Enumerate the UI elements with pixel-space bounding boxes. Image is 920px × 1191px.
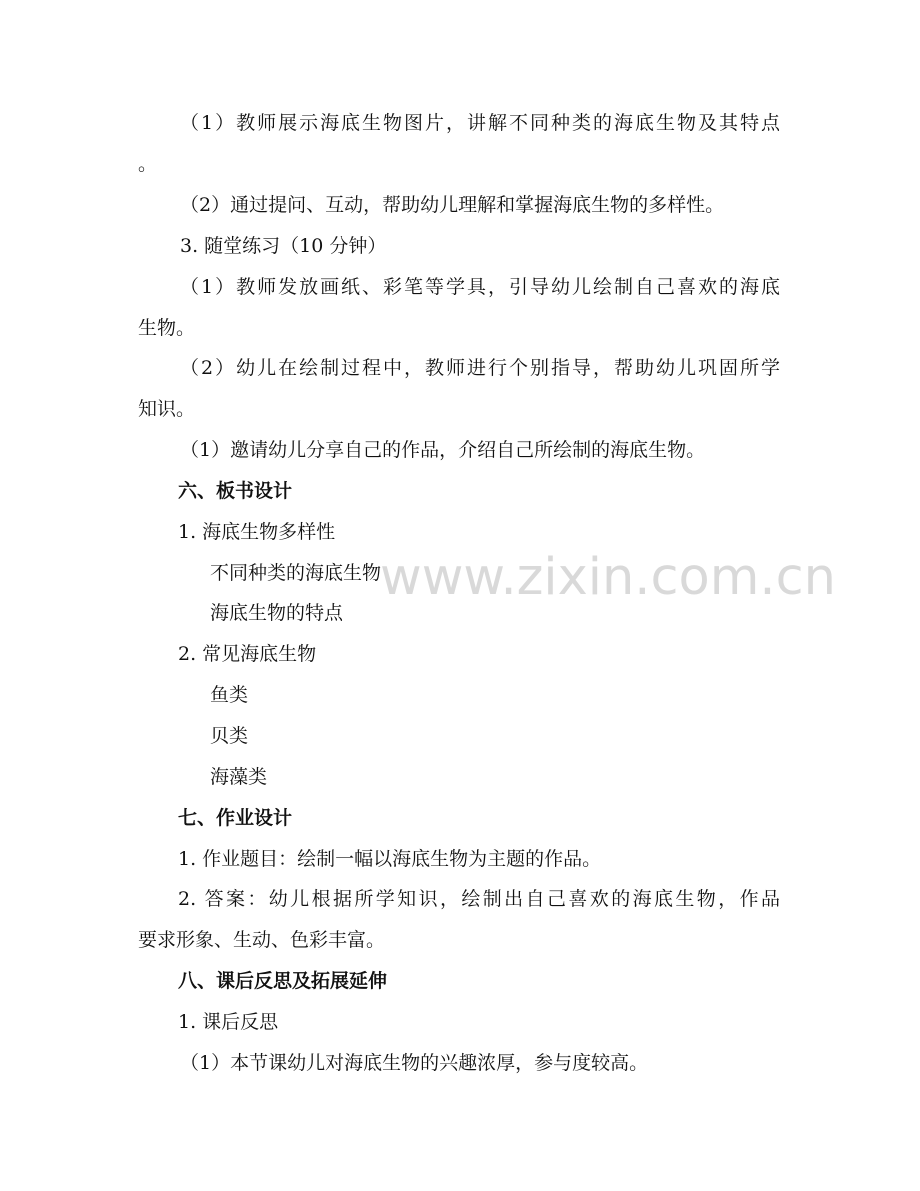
list-subitem: 不同种类的海底生物 bbox=[210, 562, 382, 584]
list-subitem: 鱼类 bbox=[210, 684, 249, 706]
paragraph-line: （1）教师发放画纸、彩笔等学具，引导幼儿绘制自己喜欢的海底 bbox=[180, 276, 780, 298]
paragraph-line: （1）本节课幼儿对海底生物的兴趣浓厚，参与度较高。 bbox=[180, 1052, 649, 1074]
paragraph-line: 生物。 bbox=[138, 317, 196, 339]
paragraph-line: （1）邀请幼儿分享自己的作品，介绍自己所绘制的海底生物。 bbox=[180, 439, 706, 461]
list-item: 3. 随堂练习（10 分钟） bbox=[180, 235, 387, 257]
list-subitem: 海藻类 bbox=[210, 766, 268, 788]
list-item: 1. 作业题目：绘制一幅以海底生物为主题的作品。 bbox=[178, 848, 602, 870]
paragraph-line: 知识。 bbox=[138, 398, 196, 420]
list-item: 1. 海底生物多样性 bbox=[178, 521, 336, 543]
watermark: www.zixin.com.cn bbox=[380, 548, 836, 607]
list-item: 2. 答案：幼儿根据所学知识，绘制出自己喜欢的海底生物，作品 bbox=[178, 888, 780, 910]
paragraph-line: （2）幼儿在绘制过程中，教师进行个别指导，帮助幼儿巩固所学 bbox=[180, 357, 780, 379]
list-item: 1. 课后反思 bbox=[178, 1011, 279, 1033]
paragraph-line: （2）通过提问、互动，帮助幼儿理解和掌握海底生物的多样性。 bbox=[180, 194, 725, 216]
list-subitem: 贝类 bbox=[210, 725, 249, 747]
paragraph-line: 。 bbox=[138, 153, 158, 175]
section-heading: 八、课后反思及拓展延伸 bbox=[178, 970, 388, 992]
paragraph-line: （1）教师展示海底生物图片，讲解不同种类的海底生物及其特点 bbox=[180, 112, 780, 134]
list-item: 2. 常见海底生物 bbox=[178, 643, 317, 665]
section-heading: 六、板书设计 bbox=[178, 480, 293, 502]
paragraph-line: 要求形象、生动、色彩丰富。 bbox=[138, 929, 386, 951]
list-subitem: 海底生物的特点 bbox=[210, 602, 344, 624]
section-heading: 七、作业设计 bbox=[178, 807, 293, 829]
